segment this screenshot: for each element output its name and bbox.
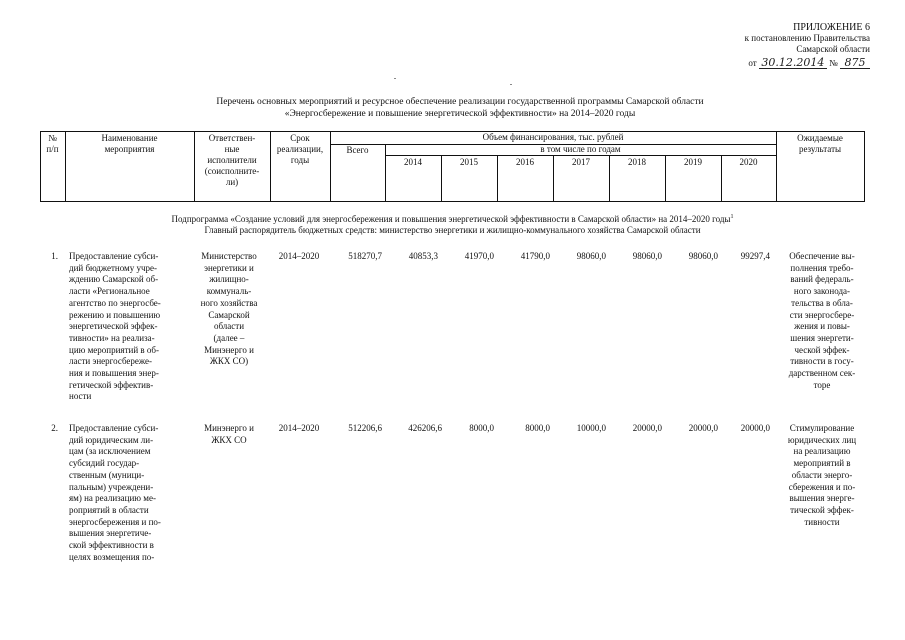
scan-dot [394, 78, 396, 79]
subprogram-line-1: Подпрограмма «Создание условий для энергосбережения и повышения энергетической эффективности в Самарской области» на 2014–2020 годы$^1$ [171, 214, 734, 224]
row-period: 2014–2020 [278, 251, 320, 261]
handwritten-date: 30.12.2014 [759, 57, 827, 69]
row-period: 2014–2020 [278, 423, 320, 433]
row-value-2017: 98060,0 [576, 251, 606, 261]
header-funding: Объем финансирования, тыс. рублей [482, 132, 624, 142]
decree-line [700, 57, 870, 69]
document-title [80, 96, 840, 120]
handwritten-number: 875 [840, 57, 870, 69]
row-value-2019: 20000,0 [688, 423, 718, 433]
row-value-2016: 8000,0 [525, 423, 550, 433]
row-value-2020: 20000,0 [740, 423, 770, 433]
row-name: Предоставление субси- дий юридическим ли- цам (за исключением субсидий государ- ственным (муници- пальным) учреждени- ям) на реализацию ме- роприятий в области энергосбережения и по- вышения энергетиче- ской эффективности в целях возмещения по- [69, 423, 161, 562]
appendix-line-1: к постановлению Правительства [744, 33, 870, 43]
row-value-2019: 98060,0 [688, 251, 718, 261]
scan-dot [510, 84, 512, 85]
header-by-years: в том числе по годам [540, 144, 621, 154]
header-year-2015: 2015 [460, 157, 478, 167]
row-value-2014: 40853,3 [408, 251, 438, 261]
header-year-2019: 2019 [684, 157, 702, 167]
row-number: 1. [51, 251, 58, 261]
footnote-mark: 1 [730, 214, 734, 220]
row-number: 2. [51, 423, 58, 433]
row-result: Обеспечение вы- полнения требо- ваний федераль- ного законода- тельства в обла- сти энергосбере- жения и повы- шения энергети- ческой эффек- тивности в госу- дарственном сек- торе [788, 251, 856, 390]
row-value-2017: 10000,0 [576, 423, 606, 433]
row-total: 512206,6 [348, 423, 382, 433]
document-title-line-1: Перечень основных мероприятий и ресурсное обеспечение реализации государственной программы Самарской области [216, 97, 704, 107]
header-num: № п/п [46, 133, 59, 154]
row-value-2018: 20000,0 [632, 423, 662, 433]
row-total: 518270,7 [348, 251, 382, 261]
header-year-2017: 2017 [572, 157, 590, 167]
appendix-title: ПРИЛОЖЕНИЕ 6 [793, 22, 870, 33]
header-year-2016: 2016 [516, 157, 534, 167]
header-year-2020: 2020 [739, 157, 758, 167]
header-total: Всего [346, 145, 369, 155]
header-period: Срок реализации, годы [276, 133, 324, 165]
row-executor: Министерство энергетики и жилищно- коммуналь- ного хозяйства Самарской области (далее – Минэнерго и ЖКХ СО) [200, 251, 258, 367]
row-value-2016: 41790,0 [520, 251, 550, 261]
subprogram-line-2: Главный распорядитель бюджетных средств: министерство энергетики и жилищно-коммунального хозяйства Самарской области [204, 225, 701, 235]
header-executors: Ответствен- ные исполнители (соисполните- ли) [204, 133, 260, 187]
row-value-2015: 8000,0 [469, 423, 494, 433]
document-title-line-2: «Энергосбережение и повышение энергетической эффективности» на 2014–2020 годы [284, 109, 636, 119]
header-year-2014: 2014 [404, 157, 422, 167]
row-value-2020: 99297,4 [740, 251, 770, 261]
header-results: Ожидаемые результаты [797, 133, 843, 154]
row-value-2018: 98060,0 [632, 251, 662, 261]
table-header [40, 131, 865, 202]
appendix-block [700, 22, 870, 69]
row-value-2014: 426206,6 [408, 423, 442, 433]
number-label: № [829, 58, 838, 68]
subprogram-heading [40, 212, 865, 236]
row-executor: Минэнерго и ЖКХ СО [204, 423, 254, 445]
from-label: от [748, 58, 757, 68]
row-value-2015: 41970,0 [464, 251, 494, 261]
header-year-2018: 2018 [628, 157, 646, 167]
header-name: Наименование мероприятия [101, 133, 158, 154]
row-name: Предоставление субси- дий бюджетному учре- ждению Самарской об- ласти «Региональное агентство по энергосбе- режению и повышению энергетической эффек- тивности» на реализа- цию мероприятий в об- ласти энергосбереже- ния и повышения энер- гетической эффектив- ности [69, 251, 161, 402]
appendix-line-2: Самарской области [796, 44, 870, 54]
row-result: Стимулирование юридических лиц на реализацию мероприятий в области энерго- сбережения и по- вышения энерге- тической эффек- тивности [787, 423, 857, 527]
